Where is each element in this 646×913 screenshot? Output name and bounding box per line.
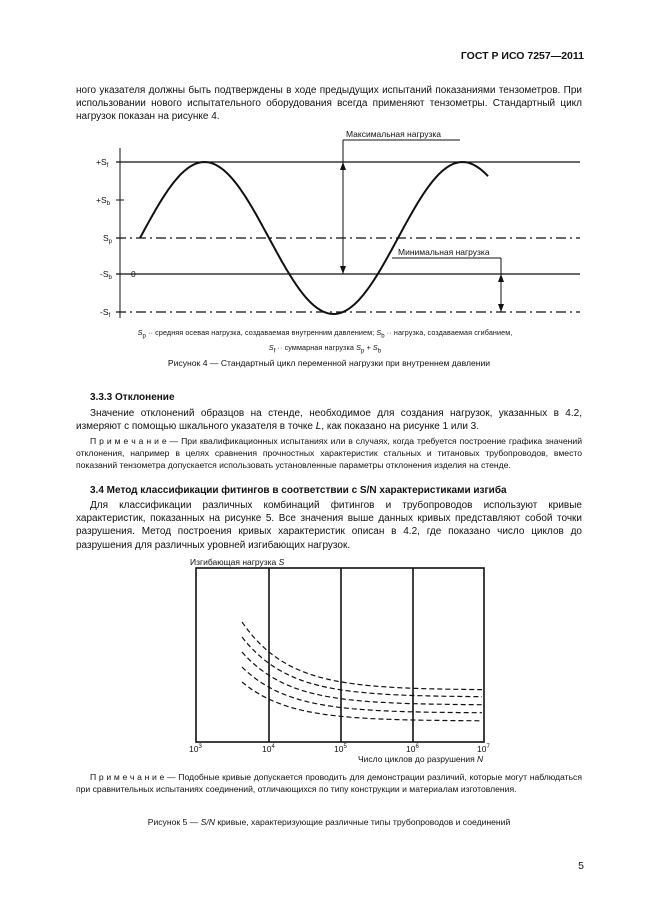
note-deflection: П р и м е ч а н и е — При квалификационных испытаниях или в случаях, когда требуется построение графика значений отклонения, например в целях сравнения прочностных характеристик стальных и титановых трубопроводов, вместо показаний тензометра допускается использовать установленные параметры отклонения изделия на стенде. <box>76 436 582 470</box>
svg-text:-Sb: $-S_b$ <box>100 269 112 281</box>
svg-text:-Sf: $-S_f$ <box>100 307 111 319</box>
fig5-tick-10e6: $10^6$ <box>406 744 419 754</box>
paragraph-intro: ного указателя должны быть подтверждены в ходе предыдущих испытаний показаниями тензометров. При использовании нового испытательного оборудования всегда применяют тензометры. Стандартный цикл нагрузок показан на рисунке 4. <box>76 85 582 123</box>
fig5-tick-10e5: $10^5$ <box>334 744 347 754</box>
fig5-tick-10e4: $10^4$ <box>262 744 275 754</box>
fig5-y-label: Изгибающая нагрузка S <box>190 557 285 567</box>
fig4-legend: $S_p$ ·· средняя осевая нагрузка, создаваемая внутренним давлением; $S_b$ ·· нагрузка, создаваемая сгибанием, $S_f$ ·· суммарная нагрузка $S_p + S_b$ <box>137 328 513 355</box>
sn-curve-5 <box>242 682 482 721</box>
heading-3-3-3: 3.3.3 Отклонение <box>90 392 175 403</box>
paragraph-deflection: Значение отклонений образцов на стенде, необходимое для создания нагрузок, указанных в 4.2, измеряют с помощью шкального указателя в точке L, как показано на рисунке 1 или 3. <box>76 408 582 433</box>
sn-curve-4 <box>242 667 482 713</box>
sn-curve-1 <box>242 622 482 690</box>
fig5-tick-10e7: $10^7$ <box>477 744 490 754</box>
svg-text:+Sf: $+S_f$ <box>96 157 109 169</box>
fig4-label-min: Минимальная нагрузка <box>398 247 490 257</box>
paragraph-classification: Для классификации различных комбинаций фитингов и трубопроводов используют кривые характеристик, показанных на рисунке 5. Все значения выше данных кривых представляют собой точки разрушения. Метод построения кривых характеристик описан в 4.2, где показано число циклов до разрушения для различных уровней изгибающих нагрузок. <box>76 500 582 551</box>
fig4-caption: Рисунок 4 — Стандартный цикл переменной нагрузки при внутреннем давлении <box>167 358 491 368</box>
sn-curve-2 <box>242 637 482 697</box>
fig4-label-max: Максимальная нагрузка <box>346 129 441 139</box>
heading-3-4: 3.4 Метод классификации фитингов в соответствии с S/N характеристиками изгиба <box>90 485 507 496</box>
page-number: 5 <box>578 860 584 872</box>
svg-text:+Sb: $+S_b$ <box>96 195 110 207</box>
fig5-caption: Рисунок 5 — S/N кривые, характеризующие различные типы трубопроводов и соединений <box>147 817 511 827</box>
note-sn-curves: П р и м е ч а н и е — Подобные кривые допускается проводить для демонстрации различий, которые могут наблюдаться при сравнительных испытаниях соединений, отличающихся по типу конструкции и материалам изготовления. <box>76 772 583 794</box>
svg-text:0: 0 <box>131 269 136 279</box>
fig5-x-label: Число циклов до разрушения N <box>358 754 484 764</box>
svg-text:Sp: $S_p$ <box>103 233 113 245</box>
document-id: ГОСТ Р ИСО 7257—2011 <box>460 50 584 62</box>
fig5-tick-10e3: $10^3$ <box>189 744 202 754</box>
